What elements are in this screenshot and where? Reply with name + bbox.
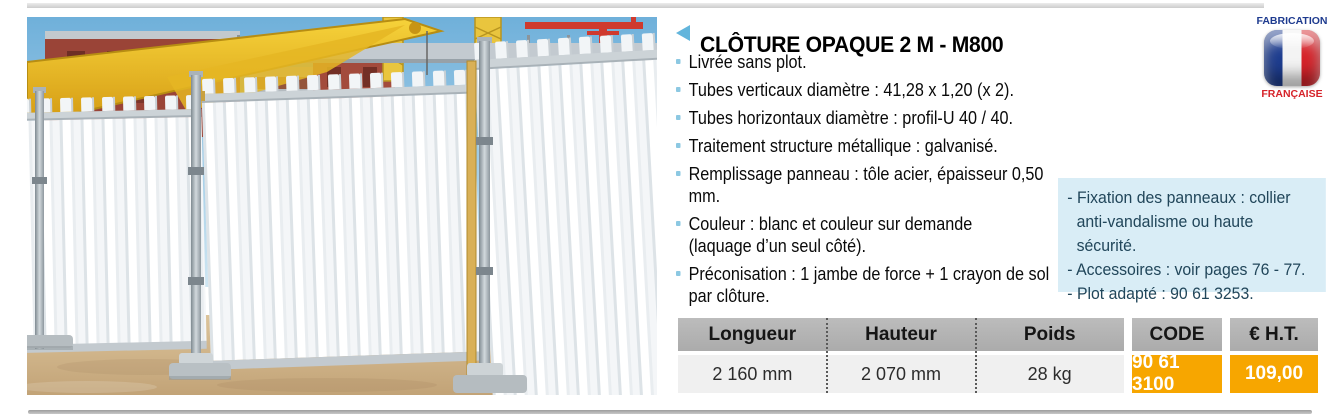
bullet-icon [676, 143, 681, 148]
list-item: Tubes verticaux diamètre : 41,28 x 1,20 (x 2). [676, 79, 1063, 101]
list-item: Livrée sans plot. [676, 51, 1063, 73]
product-photo-scene [27, 17, 657, 395]
bullet-icon [676, 115, 681, 120]
bottom-divider [28, 410, 1312, 414]
info-line: - Accessoires : voir pages 76 - 77. [1067, 260, 1306, 279]
table-row [1132, 352, 1222, 395]
top-divider [27, 3, 1264, 8]
spec-table [678, 318, 1318, 393]
column-header-price: € H.T. [1249, 323, 1299, 345]
table-header-row [678, 318, 1124, 351]
info-line: - Fixation des panneaux : collier anti-vandalisme ou haute sécurité. [1067, 188, 1291, 255]
column-header-longueur: Longueur [708, 323, 797, 345]
bullet-icon [676, 271, 681, 276]
list-item: Traitement structure métallique : galvanisé. [676, 135, 1063, 157]
info-line: - Plot adapté : 90 61 3253. [1067, 284, 1254, 303]
cell-poids: 28 kg [1027, 363, 1072, 384]
fence-bay-middle [201, 70, 483, 370]
spec-table-code-block [1132, 318, 1222, 393]
accessories-info-box [1058, 178, 1326, 303]
dotted-separator [975, 318, 977, 393]
list-item: Préconisation : 1 jambe de force + 1 crayon de sol par clôture. [676, 263, 1063, 307]
spec-table-dimensions-block [678, 318, 1124, 393]
product-photo [27, 17, 657, 395]
column-header-poids: Poids [1023, 323, 1076, 345]
product-feature-list [676, 51, 1063, 313]
bullet-icon [676, 87, 681, 92]
cell-price: 109,00 [1244, 363, 1304, 384]
bullet-icon [676, 221, 681, 226]
column-header-hauteur: Hauteur [865, 323, 937, 345]
list-item: Couleur : blanc et couleur sur demande (laquage d’un seul côté). [676, 213, 1063, 257]
fabrication-francaise-badge [1251, 15, 1333, 100]
column-header-code: CODE [1149, 323, 1205, 345]
list-item: Remplissage panneau : tôle acier, épaisseur 0,50 mm. [676, 163, 1063, 207]
badge-label-top: FABRICATION [1256, 15, 1328, 27]
bullet-icon [676, 59, 681, 64]
table-row [678, 355, 1124, 393]
cell-code: 90 61 3100 [1132, 352, 1180, 395]
fence-bay-left [27, 95, 207, 353]
table-row [1230, 355, 1318, 393]
title-arrow-left-icon [676, 25, 690, 41]
badge-label-bottom: FRANÇAISE [1261, 88, 1323, 100]
dotted-separator [826, 318, 828, 393]
fence-bay-right [473, 32, 657, 395]
cell-hauteur: 2 070 mm [860, 363, 942, 384]
french-flag-icon [1264, 30, 1320, 86]
list-item: Tubes horizontaux diamètre : profil-U 40 / 40. [676, 107, 1063, 129]
bullet-icon [676, 171, 681, 176]
page-title: CLÔTURE OPAQUE 2 M - M800 [700, 31, 1004, 57]
cell-longueur: 2 160 mm [712, 363, 793, 384]
table-header-row [1132, 318, 1222, 351]
spec-table-price-block [1230, 318, 1318, 393]
table-header-row [1230, 318, 1318, 351]
